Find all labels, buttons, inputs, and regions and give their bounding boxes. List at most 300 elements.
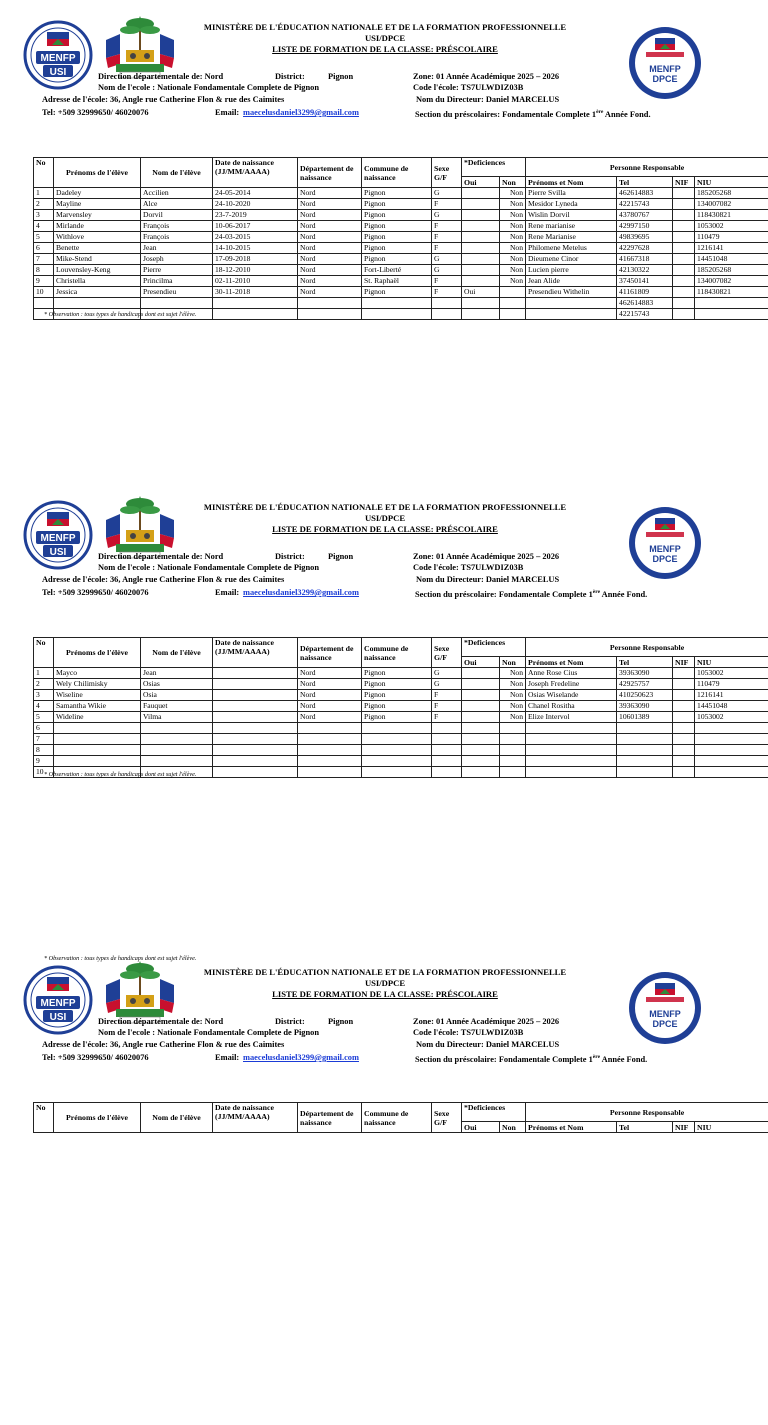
logo-left-text-1: MENFP bbox=[41, 533, 76, 544]
cell-sex: F bbox=[432, 287, 462, 298]
logo-right-text-1: MENFP bbox=[649, 64, 681, 74]
cell-commune: St. Raphaël bbox=[362, 276, 432, 287]
cell-first-name: Mike-Stend bbox=[54, 254, 141, 265]
cell-dob: 18-12-2010 bbox=[213, 265, 298, 276]
cell-nif bbox=[673, 767, 695, 778]
section-prefix: Section du préscolaire: Fondamentale Complete 1 bbox=[415, 590, 593, 599]
cell-resp-name: Elize Intervol bbox=[526, 712, 617, 723]
table-row bbox=[34, 756, 768, 767]
cell-sex: G bbox=[432, 210, 462, 221]
cell-niu: 1216141 bbox=[695, 690, 768, 701]
cell-oui bbox=[462, 232, 500, 243]
cell-sex: G bbox=[432, 668, 462, 679]
cell-tel: 43780767 bbox=[617, 210, 673, 221]
cell-oui bbox=[462, 712, 500, 723]
cell-dept: Nord bbox=[298, 690, 362, 701]
cell-commune bbox=[362, 745, 432, 756]
cell-tel: 42997150 bbox=[617, 221, 673, 232]
logo-right-text-1: MENFP bbox=[649, 1009, 681, 1019]
list-title: LISTE DE FORMATION DE LA CLASSE: PRÉSCOLAIRE bbox=[150, 44, 620, 55]
col-nif: NIF bbox=[673, 657, 695, 668]
cell-non bbox=[500, 734, 526, 745]
cell-dob bbox=[213, 690, 298, 701]
cell-dept bbox=[298, 723, 362, 734]
cell-niu: 118430821 bbox=[695, 210, 768, 221]
menfp-usi-logo bbox=[22, 20, 94, 90]
cell-resp-name: Presendieu Withelin bbox=[526, 287, 617, 298]
col-commune: Commune de naissance bbox=[362, 638, 432, 668]
table-row bbox=[34, 221, 768, 232]
cell-first-name: Jessica bbox=[54, 287, 141, 298]
director-name: Nom du Directeur: Daniel MARCELUS bbox=[416, 1039, 559, 1050]
cell-commune: Pignon bbox=[362, 232, 432, 243]
cell-oui bbox=[462, 243, 500, 254]
cell-commune bbox=[362, 756, 432, 767]
cell-non bbox=[500, 298, 526, 309]
cell-first-name: Samantha Wikie bbox=[54, 701, 141, 712]
ministry-title: MINISTÈRE DE L'ÉDUCATION NATIONALE ET DE LA FORMATION PROFESSIONNELLE bbox=[150, 502, 620, 513]
cell-commune: Pignon bbox=[362, 254, 432, 265]
cell-oui bbox=[462, 221, 500, 232]
col-oui: Oui bbox=[462, 177, 500, 188]
cell-tel: 49839695 bbox=[617, 232, 673, 243]
cell-first-name bbox=[54, 298, 141, 309]
cell-nif bbox=[673, 199, 695, 210]
cell-sex: G bbox=[432, 188, 462, 199]
observation-note: * Observation : tous types de handicaps dont est sujet l'élève. bbox=[44, 771, 196, 778]
cell-niu: 110479 bbox=[695, 679, 768, 690]
cell-dept: Nord bbox=[298, 210, 362, 221]
cell-niu bbox=[695, 309, 768, 320]
cell-tel: 42297628 bbox=[617, 243, 673, 254]
col-last-name: Nom de l'élève bbox=[141, 1103, 213, 1133]
table-row bbox=[34, 210, 768, 221]
cell-commune bbox=[362, 309, 432, 320]
district-label: District: bbox=[275, 1016, 305, 1027]
row-no: 8 bbox=[34, 745, 54, 756]
cell-oui bbox=[462, 188, 500, 199]
cell-dob: 30-11-2018 bbox=[213, 287, 298, 298]
cell-oui bbox=[462, 767, 500, 778]
cell-tel: 41161809 bbox=[617, 287, 673, 298]
col-sex: Sexe G/F bbox=[432, 1103, 462, 1133]
logo-left-text-2: USI bbox=[50, 67, 67, 78]
direction-label: Direction départementale de: Nord bbox=[98, 551, 223, 562]
cell-dob bbox=[213, 745, 298, 756]
cell-non: Non bbox=[500, 265, 526, 276]
cell-non: Non bbox=[500, 679, 526, 690]
cell-oui bbox=[462, 690, 500, 701]
col-responsible: Personne Responsable bbox=[526, 158, 768, 177]
cell-oui bbox=[462, 679, 500, 690]
cell-sex bbox=[432, 756, 462, 767]
cell-first-name bbox=[54, 756, 141, 767]
cell-last-name: Joseph bbox=[141, 254, 213, 265]
cell-commune bbox=[362, 298, 432, 309]
cell-dob: 02-11-2010 bbox=[213, 276, 298, 287]
cell-non: Non bbox=[500, 210, 526, 221]
cell-dept bbox=[298, 745, 362, 756]
table-row bbox=[34, 265, 768, 276]
list-title: LISTE DE FORMATION DE LA CLASSE: PRÉSCOLAIRE bbox=[150, 524, 620, 535]
table-row bbox=[34, 276, 768, 287]
col-deficiencies: *Deficiences bbox=[462, 158, 526, 177]
cell-sex bbox=[432, 723, 462, 734]
col-niu: NIU bbox=[695, 657, 768, 668]
col-first-name: Prénoms de l'élève bbox=[54, 638, 141, 668]
col-oui: Oui bbox=[462, 657, 500, 668]
table-row bbox=[34, 199, 768, 210]
cell-dept: Nord bbox=[298, 221, 362, 232]
cell-non: Non bbox=[500, 254, 526, 265]
cell-nif bbox=[673, 210, 695, 221]
table-row bbox=[34, 745, 768, 756]
cell-tel: 39363090 bbox=[617, 701, 673, 712]
row-no: 4 bbox=[34, 701, 54, 712]
cell-non: Non bbox=[500, 668, 526, 679]
cell-sex bbox=[432, 734, 462, 745]
table-row bbox=[34, 287, 768, 298]
cell-resp-name bbox=[526, 767, 617, 778]
cell-dept bbox=[298, 756, 362, 767]
cell-dept bbox=[298, 309, 362, 320]
row-no: 7 bbox=[34, 734, 54, 745]
cell-dob bbox=[213, 298, 298, 309]
row-no: 6 bbox=[34, 243, 54, 254]
col-sex: Sexe G/F bbox=[432, 638, 462, 668]
school-name: Nom de l'ecole : Nationale Fondamentale Complete de Pignon bbox=[98, 562, 319, 573]
cell-commune: Pignon bbox=[362, 690, 432, 701]
logo-right-text-1: MENFP bbox=[649, 544, 681, 554]
cell-last-name bbox=[141, 734, 213, 745]
observation-note: * Observation : tous types de handicaps dont est sujet l'élève. bbox=[44, 955, 196, 962]
email-label: Email: bbox=[215, 587, 239, 598]
cell-commune: Pignon bbox=[362, 668, 432, 679]
cell-commune: Pignon bbox=[362, 221, 432, 232]
cell-last-name: Fauquet bbox=[141, 701, 213, 712]
cell-last-name: Jean bbox=[141, 668, 213, 679]
cell-nif bbox=[673, 745, 695, 756]
col-niu: NIU bbox=[695, 1122, 768, 1133]
email-link[interactable]: maecelusdaniel3299@gmail.com bbox=[243, 587, 359, 598]
col-deficiencies: *Deficiences bbox=[462, 1103, 526, 1122]
cell-oui bbox=[462, 254, 500, 265]
row-no: 2 bbox=[34, 199, 54, 210]
menfp-dpce-logo bbox=[626, 506, 704, 580]
cell-non: Non bbox=[500, 243, 526, 254]
cell-sex bbox=[432, 309, 462, 320]
cell-resp-name: Osias Wiselande bbox=[526, 690, 617, 701]
cell-resp-name: Philomene Metelus bbox=[526, 243, 617, 254]
table-row bbox=[34, 734, 768, 745]
col-resp-name: Prénoms et Nom bbox=[526, 177, 617, 188]
cell-commune: Pignon bbox=[362, 243, 432, 254]
row-no: 10 bbox=[34, 767, 54, 778]
cell-dob bbox=[213, 712, 298, 723]
cell-tel: 462614883 bbox=[617, 298, 673, 309]
table-row bbox=[34, 679, 768, 690]
cell-nif bbox=[673, 221, 695, 232]
zone-year: Zone: 01 Année Académique 2025 – 2026 bbox=[413, 71, 559, 82]
cell-first-name: Wiseline bbox=[54, 690, 141, 701]
col-last-name: Nom de l'élève bbox=[141, 158, 213, 188]
cell-sex: F bbox=[432, 232, 462, 243]
cell-dept bbox=[298, 298, 362, 309]
cell-niu: 1053002 bbox=[695, 221, 768, 232]
col-nif: NIF bbox=[673, 177, 695, 188]
cell-non: Non bbox=[500, 188, 526, 199]
cell-nif bbox=[673, 287, 695, 298]
unit-title: USI/DPCE bbox=[150, 513, 620, 524]
cell-last-name: François bbox=[141, 221, 213, 232]
cell-sex: F bbox=[432, 690, 462, 701]
cell-niu bbox=[695, 723, 768, 734]
table-row bbox=[34, 254, 768, 265]
cell-non: Non bbox=[500, 199, 526, 210]
cell-resp-name: Chanel Rositha bbox=[526, 701, 617, 712]
cell-commune bbox=[362, 734, 432, 745]
col-non: Non bbox=[500, 657, 526, 668]
table-row bbox=[34, 298, 768, 309]
col-resp-name: Prénoms et Nom bbox=[526, 657, 617, 668]
cell-resp-name: Rene marianise bbox=[526, 221, 617, 232]
col-dept: Département de naissance bbox=[298, 638, 362, 668]
cell-nif bbox=[673, 734, 695, 745]
cell-dept: Nord bbox=[298, 276, 362, 287]
cell-tel: 462614883 bbox=[617, 188, 673, 199]
table-row bbox=[34, 723, 768, 734]
cell-niu: 1053002 bbox=[695, 668, 768, 679]
cell-dept: Nord bbox=[298, 265, 362, 276]
cell-resp-name: Dieumene Cinor bbox=[526, 254, 617, 265]
cell-dob bbox=[213, 767, 298, 778]
cell-dept: Nord bbox=[298, 287, 362, 298]
district-value: Pignon bbox=[328, 1016, 353, 1027]
cell-dob bbox=[213, 734, 298, 745]
cell-oui bbox=[462, 199, 500, 210]
student-table bbox=[33, 1102, 768, 1133]
col-dept: Département de naissance bbox=[298, 158, 362, 188]
cell-commune: Pignon bbox=[362, 712, 432, 723]
cell-oui bbox=[462, 723, 500, 734]
table-row bbox=[34, 243, 768, 254]
cell-resp-name: Lucien pierre bbox=[526, 265, 617, 276]
district-value: Pignon bbox=[328, 551, 353, 562]
school-phone: Tel: +509 32999650/ 46020076 bbox=[42, 1052, 149, 1063]
cell-last-name: Vilma bbox=[141, 712, 213, 723]
cell-resp-name bbox=[526, 298, 617, 309]
cell-non bbox=[500, 745, 526, 756]
row-no: 9 bbox=[34, 276, 54, 287]
cell-oui bbox=[462, 276, 500, 287]
cell-dept bbox=[298, 734, 362, 745]
cell-dept: Nord bbox=[298, 701, 362, 712]
form-page-3 bbox=[0, 955, 768, 1425]
unit-title: USI/DPCE bbox=[150, 33, 620, 44]
cell-nif bbox=[673, 254, 695, 265]
section-superscript: ère bbox=[593, 589, 600, 595]
section-superscript: ère bbox=[593, 1054, 600, 1060]
row-no: 5 bbox=[34, 712, 54, 723]
cell-dob: 10-06-2017 bbox=[213, 221, 298, 232]
row-no: 8 bbox=[34, 265, 54, 276]
cell-non bbox=[500, 287, 526, 298]
cell-non bbox=[500, 756, 526, 767]
col-niu: NIU bbox=[695, 177, 768, 188]
col-responsible: Personne Responsable bbox=[526, 1103, 768, 1122]
cell-dob bbox=[213, 701, 298, 712]
cell-commune: Pignon bbox=[362, 188, 432, 199]
cell-tel: 42215743 bbox=[617, 199, 673, 210]
cell-niu bbox=[695, 756, 768, 767]
row-no bbox=[34, 298, 54, 309]
cell-sex: F bbox=[432, 701, 462, 712]
cell-resp-name bbox=[526, 745, 617, 756]
cell-oui bbox=[462, 210, 500, 221]
school-name: Nom de l'ecole : Nationale Fondamentale Complete de Pignon bbox=[98, 82, 319, 93]
cell-nif bbox=[673, 232, 695, 243]
cell-first-name: Christella bbox=[54, 276, 141, 287]
menfp-dpce-logo bbox=[626, 971, 704, 1045]
menfp-usi-logo bbox=[22, 500, 94, 570]
cell-commune: Fort-Liberté bbox=[362, 265, 432, 276]
cell-oui bbox=[462, 668, 500, 679]
logo-right-text-2: DPCE bbox=[652, 74, 677, 84]
table-row bbox=[34, 712, 768, 723]
cell-first-name bbox=[54, 745, 141, 756]
zone-year: Zone: 01 Année Académique 2025 – 2026 bbox=[413, 551, 559, 562]
cell-dob: 24-05-2014 bbox=[213, 188, 298, 199]
email-link[interactable]: maecelusdaniel3299@gmail.com bbox=[243, 1052, 359, 1063]
cell-first-name: Wely Chilimisky bbox=[54, 679, 141, 690]
district-label: District: bbox=[275, 71, 305, 82]
school-code: Code l'école: TS7ULWDIZ03B bbox=[413, 562, 523, 573]
cell-dob bbox=[213, 723, 298, 734]
cell-first-name: Louvensley-Keng bbox=[54, 265, 141, 276]
cell-oui bbox=[462, 298, 500, 309]
cell-commune: Pignon bbox=[362, 210, 432, 221]
cell-non: Non bbox=[500, 690, 526, 701]
ministry-title: MINISTÈRE DE L'ÉDUCATION NATIONALE ET DE LA FORMATION PROFESSIONNELLE bbox=[150, 967, 620, 978]
section-prefix: Section du préscolaires: Fondamentale Complete 1 bbox=[415, 110, 596, 119]
form-page-1 bbox=[0, 10, 768, 480]
cell-tel: 37450141 bbox=[617, 276, 673, 287]
cell-tel: 410250623 bbox=[617, 690, 673, 701]
row-no: 6 bbox=[34, 723, 54, 734]
col-commune: Commune de naissance bbox=[362, 158, 432, 188]
cell-tel: 39363090 bbox=[617, 668, 673, 679]
cell-first-name: Wideline bbox=[54, 712, 141, 723]
district-label: District: bbox=[275, 551, 305, 562]
email-link[interactable]: maecelusdaniel3299@gmail.com bbox=[243, 107, 359, 118]
cell-tel: 42215743 bbox=[617, 309, 673, 320]
cell-niu bbox=[695, 767, 768, 778]
col-last-name: Nom de l'élève bbox=[141, 638, 213, 668]
cell-oui bbox=[462, 734, 500, 745]
col-no: No bbox=[34, 158, 54, 188]
cell-last-name bbox=[141, 723, 213, 734]
cell-last-name: Dorvil bbox=[141, 210, 213, 221]
school-address: Adresse de l'école: 36, Angle rue Catherine Flon & rue des Caimites bbox=[42, 574, 284, 585]
cell-niu: 134007082 bbox=[695, 199, 768, 210]
cell-tel bbox=[617, 723, 673, 734]
cell-non: Non bbox=[500, 701, 526, 712]
section-superscript: ère bbox=[596, 109, 603, 115]
cell-niu: 1216141 bbox=[695, 243, 768, 254]
cell-first-name: Mayline bbox=[54, 199, 141, 210]
school-code: Code l'école: TS7ULWDIZ03B bbox=[413, 82, 523, 93]
cell-first-name: Marvensley bbox=[54, 210, 141, 221]
section-info bbox=[415, 1052, 647, 1065]
cell-last-name bbox=[141, 745, 213, 756]
col-commune: Commune de naissance bbox=[362, 1103, 432, 1133]
cell-dob bbox=[213, 679, 298, 690]
zone-year: Zone: 01 Année Académique 2025 – 2026 bbox=[413, 1016, 559, 1027]
cell-niu bbox=[695, 298, 768, 309]
cell-commune: Pignon bbox=[362, 679, 432, 690]
cell-commune: Pignon bbox=[362, 287, 432, 298]
col-tel: Tel bbox=[617, 1122, 673, 1133]
cell-nif bbox=[673, 265, 695, 276]
row-no: 3 bbox=[34, 210, 54, 221]
cell-nif bbox=[673, 723, 695, 734]
direction-label: Direction départementale de: Nord bbox=[98, 71, 223, 82]
logo-right-text-2: DPCE bbox=[652, 1019, 677, 1029]
cell-resp-name: Anne Rose Cius bbox=[526, 668, 617, 679]
cell-dob: 23-7-2019 bbox=[213, 210, 298, 221]
logo-right-text-2: DPCE bbox=[652, 554, 677, 564]
col-dob: Date de naissance (JJ/MM/AAAA) bbox=[213, 638, 298, 668]
col-dept: Département de naissance bbox=[298, 1103, 362, 1133]
cell-dob: 17-09-2018 bbox=[213, 254, 298, 265]
cell-dept: Nord bbox=[298, 188, 362, 199]
cell-resp-name: Joseph Fredeline bbox=[526, 679, 617, 690]
col-first-name: Prénoms de l'élève bbox=[54, 1103, 141, 1133]
school-address: Adresse de l'école: 36, Angle rue Catherine Flon & rue des Caimites bbox=[42, 1039, 284, 1050]
row-no: 5 bbox=[34, 232, 54, 243]
cell-sex bbox=[432, 767, 462, 778]
cell-non: Non bbox=[500, 276, 526, 287]
director-name: Nom du Directeur: Daniel MARCELUS bbox=[416, 574, 559, 585]
row-no: 3 bbox=[34, 690, 54, 701]
cell-nif bbox=[673, 309, 695, 320]
student-table bbox=[33, 637, 768, 778]
cell-tel: 42130322 bbox=[617, 265, 673, 276]
cell-niu bbox=[695, 745, 768, 756]
cell-non bbox=[500, 309, 526, 320]
cell-dob bbox=[213, 309, 298, 320]
cell-nif bbox=[673, 690, 695, 701]
cell-dept: Nord bbox=[298, 254, 362, 265]
cell-niu: 134007082 bbox=[695, 276, 768, 287]
table-row bbox=[34, 701, 768, 712]
cell-tel: 10601389 bbox=[617, 712, 673, 723]
cell-last-name: Princilma bbox=[141, 276, 213, 287]
col-nif: NIF bbox=[673, 1122, 695, 1133]
row-no: 10 bbox=[34, 287, 54, 298]
cell-dob: 24-03-2015 bbox=[213, 232, 298, 243]
cell-niu: 14451048 bbox=[695, 254, 768, 265]
cell-sex bbox=[432, 298, 462, 309]
table-row bbox=[34, 188, 768, 199]
cell-dept: Nord bbox=[298, 679, 362, 690]
email-label: Email: bbox=[215, 107, 239, 118]
cell-nif bbox=[673, 243, 695, 254]
logo-left-text-2: USI bbox=[50, 547, 67, 558]
cell-sex bbox=[432, 745, 462, 756]
logo-left-text-2: USI bbox=[50, 1012, 67, 1023]
cell-tel bbox=[617, 734, 673, 745]
